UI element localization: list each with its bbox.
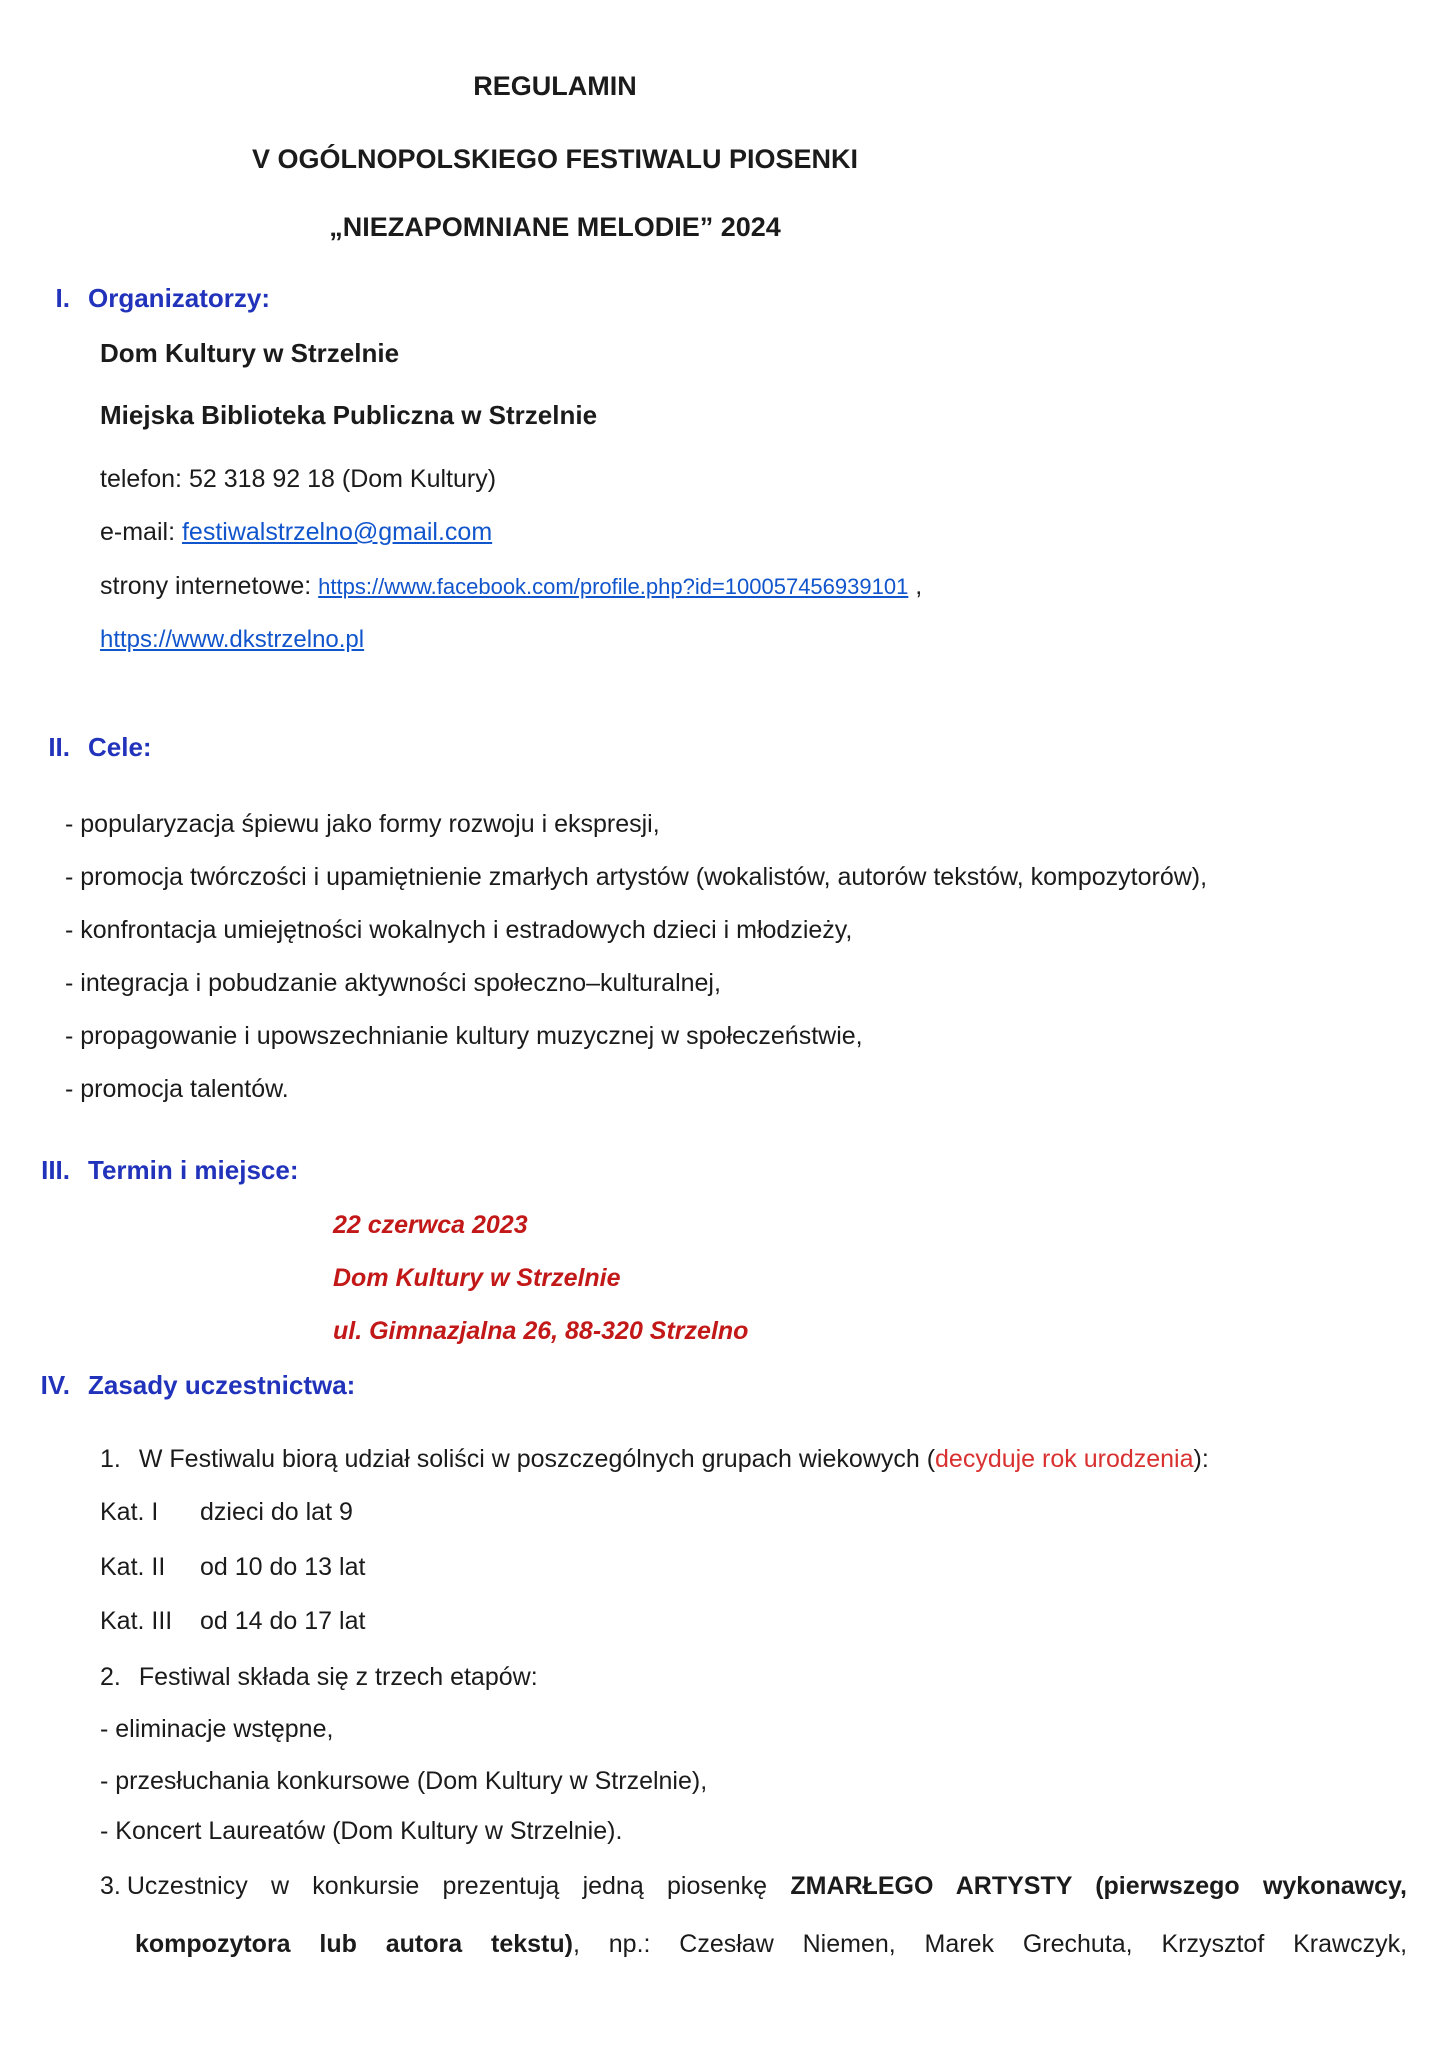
websites-line (100, 572, 922, 601)
category-desc: od 14 do 17 lat (200, 1607, 366, 1635)
goal-item: - promocja twórczości i upamiętnienie zmarłych artystów (wokalistów, autorów tekstów, kompozytorów), (65, 863, 1208, 891)
goal-item: - propagowanie i upowszechnianie kultury muzycznej w społeczeństwie, (65, 1022, 863, 1050)
section-heading-label: Organizatorzy: (88, 283, 271, 313)
websites-suffix: , (908, 572, 923, 600)
section-heading-label: Termin i miejsce: (88, 1155, 299, 1185)
stage-item: - Koncert Laureatów (Dom Kultury w Strzelnie). (100, 1817, 623, 1845)
stage-item: - eliminacje wstępne, (100, 1715, 334, 1743)
websites-label: strony internetowe: (100, 572, 319, 600)
email-label: e-mail: (100, 518, 182, 546)
section-numeral: III. (41, 1155, 70, 1185)
section-heading-rules (0, 1370, 355, 1401)
goal-item: - konfrontacja umiejętności wokalnych i estradowych dzieci i młodzieży, (65, 916, 853, 944)
goals-list (65, 798, 1207, 1116)
section-heading-label: Zasady uczestnictwa: (88, 1370, 356, 1400)
organizer-name-1: Dom Kultury w Strzelnie (100, 338, 400, 368)
category-desc: od 10 do 13 lat (200, 1553, 366, 1581)
rule-item-text: , np.: Czesław Niemen, Marek Grechuta, Krzysztof Krawczyk, (572, 1930, 1408, 1958)
section-numeral: II. (48, 732, 70, 762)
category-label: Kat. I (100, 1498, 159, 1526)
rule-item-text: Uczestnicy w konkursie prezentują jedną piosenkę (126, 1872, 791, 1900)
event-details (333, 1199, 748, 1358)
rule-item-bold-text: kompozytora lub autora tekstu) (135, 1930, 573, 1958)
rule-item-text: Festiwal składa się z trzech etapów: (138, 1663, 538, 1691)
rule-item-3-line-1 (100, 1872, 1407, 1901)
rule-item-red-text: decyduje rok urodzenia (935, 1445, 1194, 1473)
section-numeral: I. (55, 283, 70, 313)
section-heading-date-place (0, 1155, 299, 1186)
section-heading-label: Cele: (88, 732, 152, 762)
event-venue: Dom Kultury w Strzelnie (333, 1264, 621, 1292)
document-subtitle2: „NIEZAPOMNIANE MELODIE” 2024 (329, 212, 781, 242)
category-row (100, 1553, 365, 1582)
dkstrzelno-link[interactable]: https://www.dkstrzelno.pl (100, 626, 365, 653)
dkstrzelno-line (100, 625, 364, 654)
category-label: Kat. II (100, 1553, 166, 1581)
rule-item-bold-text: ZMARŁEGO ARTYSTY (pierwszego wykonawcy, (790, 1872, 1407, 1900)
category-row (100, 1607, 365, 1636)
rule-item-text: W Festiwalu biorą udział soliści w poszczególnych grupach wiekowych ( (138, 1445, 936, 1473)
category-label: Kat. III (100, 1607, 173, 1635)
rule-item-2 (100, 1663, 538, 1692)
document-subtitle: V OGÓLNOPOLSKIEGO FESTIWALU PIOSENKI (251, 144, 859, 174)
phone-line: telefon: 52 318 92 18 (Dom Kultury) (100, 465, 497, 493)
goal-item: - popularyzacja śpiewu jako formy rozwoju i ekspresji, (65, 810, 660, 838)
goal-item: - promocja talentów. (65, 1075, 289, 1103)
email-line (100, 518, 492, 547)
category-row (100, 1498, 353, 1527)
rule-item-number: 2. (100, 1663, 121, 1691)
rule-item-3-line-2 (135, 1930, 1407, 1959)
facebook-link[interactable]: https://www.facebook.com/profile.php?id=100057456939101 (318, 574, 909, 599)
stage-item: - przesłuchania konkursowe (Dom Kultury w Strzelnie), (100, 1767, 708, 1795)
rule-item-text-after: ): (1193, 1445, 1209, 1473)
email-link[interactable]: festiwalstrzelno@gmail.com (181, 518, 493, 546)
section-heading-organizers (0, 283, 270, 314)
rule-item-1 (100, 1445, 1209, 1474)
organizer-name-2: Miejska Biblioteka Publiczna w Strzelnie (100, 400, 598, 430)
document-title: REGULAMIN (473, 71, 637, 101)
rule-item-number: 3. (100, 1872, 121, 1900)
section-heading-goals (0, 732, 152, 763)
section-numeral: IV. (40, 1370, 70, 1400)
category-desc: dzieci do lat 9 (200, 1498, 353, 1526)
rule-item-number: 1. (100, 1445, 121, 1473)
event-date: 22 czerwca 2023 (333, 1211, 528, 1239)
event-address: ul. Gimnazjalna 26, 88-320 Strzelno (333, 1317, 749, 1345)
goal-item: - integracja i pobudzanie aktywności społeczno–kulturalnej, (65, 969, 721, 997)
